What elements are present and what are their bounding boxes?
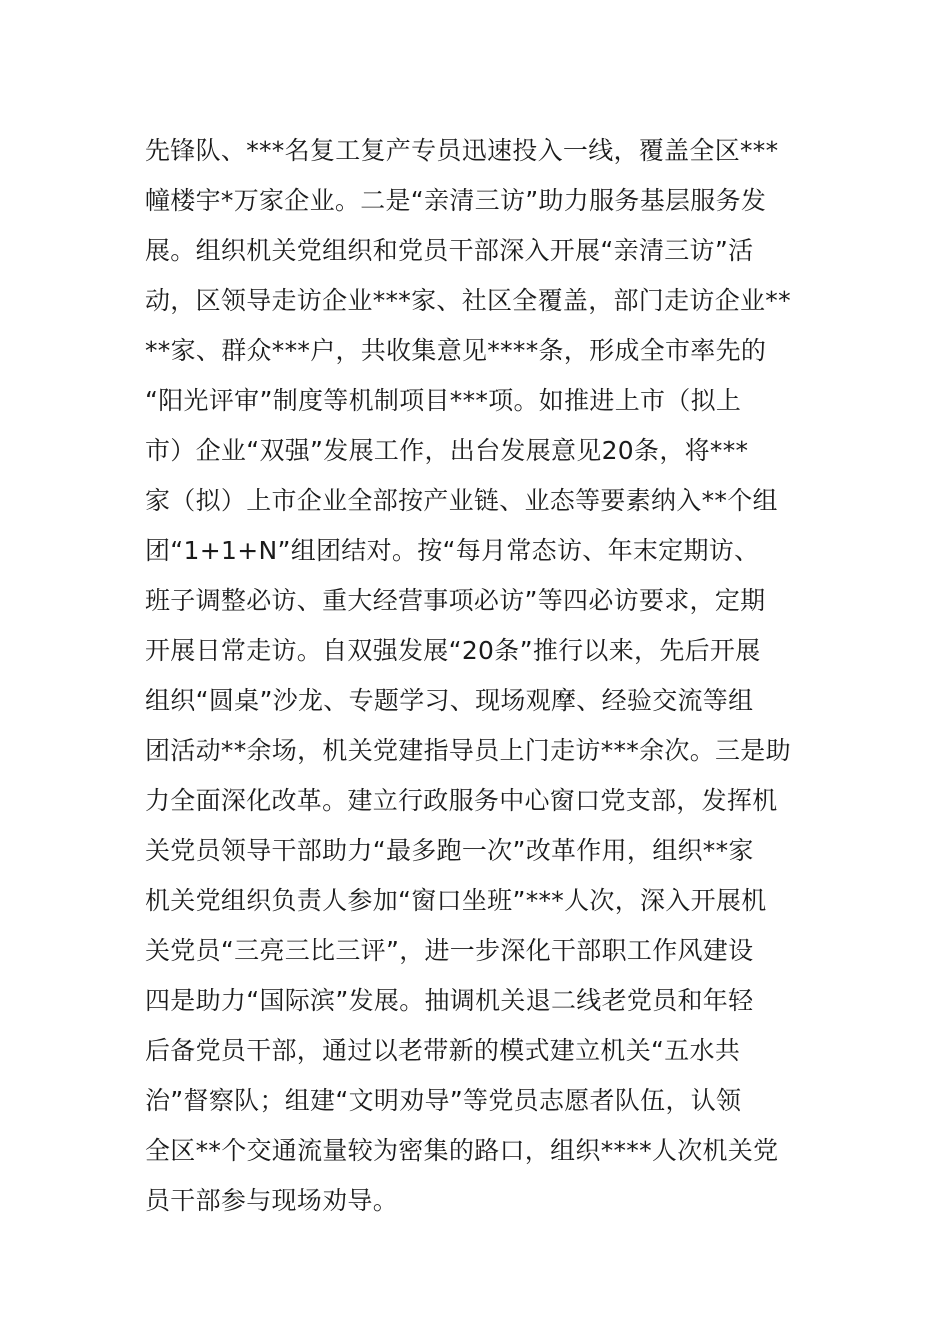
text-line: 机关党组织负责人参加“窗口坐班”***人次，深入开展机 xyxy=(145,886,767,915)
text-line: 力全面深化改革。建立行政服务中心窗口党支部，发挥机 xyxy=(145,786,778,815)
text-line: 动，区领导走访企业***家、社区全覆盖，部门走访企业** xyxy=(145,286,791,315)
body-paragraph xyxy=(145,126,825,1226)
text-line: 家（拟）上市企业全部按产业链、业态等要素纳入**个组 xyxy=(145,486,778,515)
text-line: 团活动**余场，机关党建指导员上门走访***余次。三是助 xyxy=(145,736,791,765)
text-line: 班子调整必访、重大经营事项必访”等四必访要求，定期 xyxy=(145,586,766,615)
text-line: 员干部参与现场劝导。 xyxy=(145,1186,399,1215)
text-line: 市）企业“双强”发展工作，出台发展意见20条，将*** xyxy=(145,436,749,465)
text-line: 幢楼宇*万家企业。二是“亲清三访”助力服务基层服务发 xyxy=(145,186,767,215)
text-line: **家、群众***户，共收集意见****条，形成全市率先的 xyxy=(145,336,767,365)
text-line: 关党员领导干部助力“最多跑一次”改革作用，组织**家 xyxy=(145,836,754,865)
text-line: 开展日常走访。自双强发展“20条”推行以来，先后开展 xyxy=(145,636,761,665)
text-line: 全区**个交通流量较为密集的路口，组织****人次机关党 xyxy=(145,1136,779,1165)
text-line: 先锋队、***名复工复产专员迅速投入一线，覆盖全区*** xyxy=(145,136,779,165)
text-line: “阳光评审”制度等机制项目***项。如推进上市（拟上 xyxy=(145,386,742,415)
text-line: 治”督察队；组建“文明劝导”等党员志愿者队伍，认领 xyxy=(145,1086,742,1115)
text-line: 关党员“三亮三比三评”，进一步深化干部职工作风建设 xyxy=(145,936,754,965)
text-line: 四是助力“国际滨”发展。抽调机关退二线老党员和年轻 xyxy=(145,986,754,1015)
text-line: 团“1+1+N”组团结对。按“每月常态访、年末定期访、 xyxy=(145,536,760,565)
text-line: 组织“圆桌”沙龙、专题学习、现场观摩、经验交流等组 xyxy=(145,686,754,715)
text-line: 展。组织机关党组织和党员干部深入开展“亲清三访”活 xyxy=(145,236,754,265)
text-line: 后备党员干部，通过以老带新的模式建立机关“五水共 xyxy=(145,1036,741,1065)
